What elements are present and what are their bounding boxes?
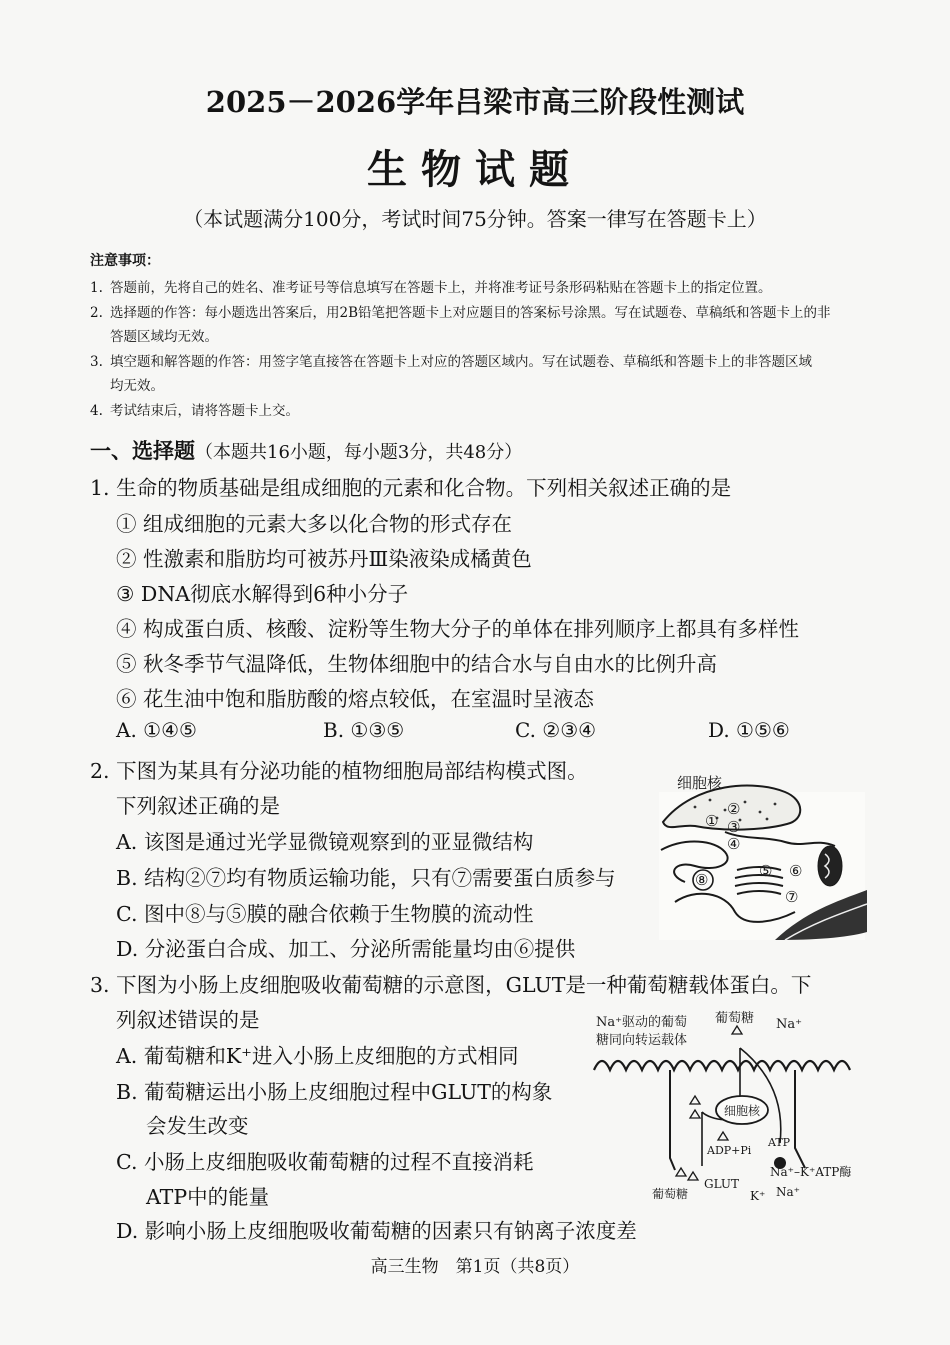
note-1 xyxy=(90,276,772,296)
q3-option-b-cont: 会发生改变 xyxy=(146,1114,249,1138)
q3-stem-line1: 3. 下图为小肠上皮细胞吸收葡萄糖的示意图，GLUT是一种葡萄糖载体蛋白。下 xyxy=(90,973,812,997)
note-3-cont: 均无效。 xyxy=(110,378,164,394)
q2-cell-figure xyxy=(655,762,867,942)
q1-statement-5: ⑤ 秋冬季节气温降低，生物体细胞中的结合水与自由水的比例升高 xyxy=(116,652,718,676)
q3-na-top-label: Na⁺ xyxy=(776,1017,802,1032)
q1-statement-3: ③ DNA彻底水解得到6种小分子 xyxy=(116,582,409,606)
q2-marker-8: ⑧ xyxy=(695,871,709,889)
q2-option-c: C. 图中⑧与⑤膜的融合依赖于生物膜的流动性 xyxy=(116,902,534,926)
note-text: 考试结束后，请将答题卡上交。 xyxy=(110,403,299,419)
note-4 xyxy=(90,399,299,419)
note-3 xyxy=(90,350,812,370)
q3-cell-figure xyxy=(590,1008,868,1208)
q1-statement-4: ④ 构成蛋白质、核酸、淀粉等生物大分子的单体在排列顺序上都具有多样性 xyxy=(116,617,800,641)
note-2 xyxy=(90,301,831,321)
q2-option-d: D. 分泌蛋白合成、加工、分泌所需能量均由⑥提供 xyxy=(116,937,576,961)
q1-choice-a: A. ①④⑤ xyxy=(116,718,197,742)
exam-title: 2025－2026学年吕梁市高三阶段性测试 xyxy=(205,85,745,119)
q2-marker-5: ⑤ xyxy=(759,862,773,880)
q2-marker-3: ③ xyxy=(727,818,741,836)
q1-choice-b: B. ①③⑤ xyxy=(323,718,405,742)
section-desc: （本题共16小题，每小题3分，共48分） xyxy=(195,442,523,463)
note-2-cont: 答题区域均无效。 xyxy=(110,329,218,345)
note-number: 2. xyxy=(90,305,103,321)
note-number: 1. xyxy=(90,280,103,296)
q1-statement-6: ⑥ 花生油中饱和脂肪酸的熔点较低，在室温时呈液态 xyxy=(116,687,595,711)
q1-choice-d: D. ①⑤⑥ xyxy=(708,718,790,742)
subject-title: 生物试题 xyxy=(367,146,583,193)
section-heading xyxy=(90,435,522,465)
page-footer: 高三生物 第1页（共8页） xyxy=(370,1257,580,1277)
q3-glut-label: GLUT xyxy=(704,1177,740,1191)
note-number: 4. xyxy=(90,403,103,419)
q3-option-c: C. 小肠上皮细胞吸收葡萄糖的过程不直接消耗 xyxy=(116,1150,534,1174)
q2-marker-6: ⑥ xyxy=(789,862,803,880)
q3-glucose-bottom-label: 葡萄糖 xyxy=(652,1187,689,1201)
note-text: 答题前，先将自己的姓名、准考证号等信息填写在答题卡上，并将准考证号条形码粘贴在答题卡上的指定位置。 xyxy=(110,280,772,296)
q3-pump-label: Na⁺–K⁺ATP酶 xyxy=(770,1165,852,1179)
section-title: 一、选择题 xyxy=(90,438,195,463)
q3-option-c-cont: ATP中的能量 xyxy=(146,1185,270,1209)
q2-marker-2: ② xyxy=(727,800,741,818)
q3-nucleus-label: 细胞核 xyxy=(724,1104,761,1118)
q3-cotransporter-label-2: 糖同向转运载体 xyxy=(596,1033,688,1048)
q1-choice-c: C. ②③④ xyxy=(515,718,597,742)
q3-cotransporter-label-1: Na⁺驱动的葡萄 xyxy=(596,1015,687,1030)
q2-option-a: A. 该图是通过光学显微镜观察到的亚显微结构 xyxy=(116,830,534,854)
q3-adp-label: ADP+Pi xyxy=(707,1144,752,1157)
q2-marker-4: ④ xyxy=(727,835,741,853)
q2-marker-7: ⑦ xyxy=(785,888,799,906)
q3-stem-line2: 列叙述错误的是 xyxy=(116,1008,260,1032)
q3-k-label: K⁺ xyxy=(750,1189,766,1203)
q3-option-a: A. 葡萄糖和K⁺进入小肠上皮细胞的方式相同 xyxy=(116,1044,519,1068)
q3-na-bottom-label: Na⁺ xyxy=(776,1185,800,1199)
q3-atp-label: ATP xyxy=(768,1136,791,1149)
q1-statement-1: ① 组成细胞的元素大多以化合物的形式存在 xyxy=(116,512,513,536)
q2-nucleus-label: 细胞核 xyxy=(677,774,723,792)
notes-title: 注意事项： xyxy=(90,253,160,269)
q2-stem-line2: 下列叙述正确的是 xyxy=(116,794,280,818)
q2-option-b: B. 结构②⑦均有物质运输功能，只有⑦需要蛋白质参与 xyxy=(116,866,616,890)
q3-option-d: D. 影响小肠上皮细胞吸收葡萄糖的因素只有钠离子浓度差 xyxy=(116,1219,637,1243)
q1-stem: 1. 生命的物质基础是组成细胞的元素和化合物。下列相关叙述正确的是 xyxy=(90,476,732,500)
note-text: 填空题和解答题的作答：用签字笔直接答在答题卡上对应的答题区域内。写在试题卷、草稿纸和答题卡上的非答题区域 xyxy=(110,354,812,370)
q1-statement-2: ② 性激素和脂肪均可被苏丹Ⅲ染液染成橘黄色 xyxy=(116,547,532,571)
q2-stem-line1: 2. 下图为某具有分泌功能的植物细胞局部结构模式图。 xyxy=(90,759,588,783)
q3-glucose-top-label: 葡萄糖 xyxy=(715,1011,755,1026)
q2-marker-1: ① xyxy=(705,812,719,830)
note-number: 3. xyxy=(90,354,103,370)
note-text: 选择题的作答：每小题选出答案后，用2B铅笔把答题卡上对应题目的答案标号涂黑。写在试题卷、草稿纸和答题卡上的非 xyxy=(110,305,831,321)
q3-option-b: B. 葡萄糖运出小肠上皮细胞过程中GLUT的构象 xyxy=(116,1080,553,1104)
exam-info: （本试题满分100分，考试时间75分钟。答案一律写在答题卡上） xyxy=(183,207,767,231)
